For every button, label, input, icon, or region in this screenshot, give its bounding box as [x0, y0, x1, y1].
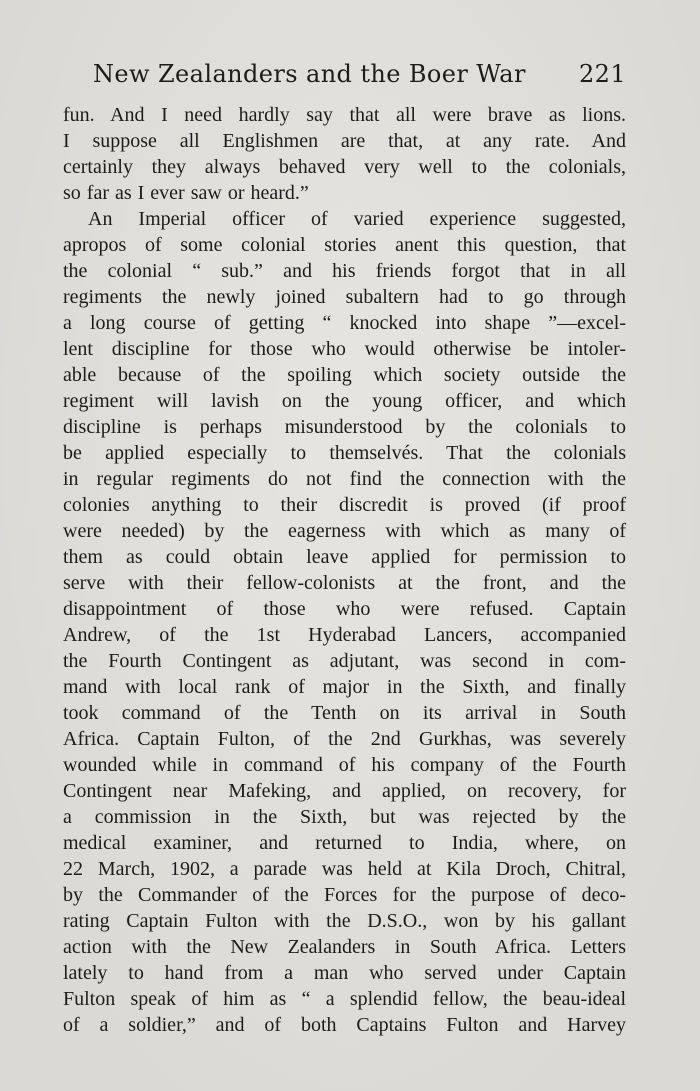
text-line: action with the New Zealanders in South Africa. Letters: [63, 936, 626, 958]
text-line: the colonial “ sub.” and his friends forgot that in all: [63, 260, 626, 282]
text-line: medical examiner, and returned to India, where, on: [63, 832, 626, 854]
text-line: lately to hand from a man who served under Captain: [63, 962, 626, 984]
text-line: I suppose all Englishmen are that, at any rate. And: [63, 130, 626, 152]
text-line: mand with local rank of major in the Sixth, and finally: [63, 676, 626, 698]
text-line: regiments the newly joined subaltern had to go through: [63, 286, 626, 308]
text-line: disappointment of those who were refused. Captain: [63, 598, 626, 620]
text-line: certainly they always behaved very well to the colonials,: [63, 156, 626, 178]
text-line: colonies anything to their discredit is proved (if proof: [63, 494, 626, 516]
text-line: them as could obtain leave applied for permission to: [63, 546, 626, 568]
text-line: so far as I ever saw or heard.”: [63, 182, 309, 204]
text-line: the Fourth Contingent as adjutant, was second in com-: [63, 650, 626, 672]
text-line: in regular regiments do not find the connection with the: [63, 468, 626, 490]
running-title: New Zealanders and the Boer War: [93, 60, 526, 88]
text-line: of a soldier,” and of both Captains Fulton and Harvey: [63, 1014, 626, 1036]
text-line: serve with their fellow-colonists at the front, and the: [63, 572, 626, 594]
text-line: Fulton speak of him as “ a splendid fellow, the beau-ideal: [63, 988, 626, 1010]
text-line: Andrew, of the 1st Hyderabad Lancers, accompanied: [63, 624, 626, 646]
text-line: wounded while in command of his company of the Fourth: [63, 754, 626, 776]
text-line: a commission in the Sixth, but was rejected by the: [63, 806, 626, 828]
text-line: able because of the spoiling which society outside the: [63, 364, 626, 386]
text-line: a long course of getting “ knocked into shape ”—excel-: [63, 312, 626, 334]
text-line: discipline is perhaps misunderstood by the colonials to: [63, 416, 626, 438]
page-number: 221: [578, 60, 626, 88]
text-line: were needed) by the eagerness with which as many of: [63, 520, 626, 542]
text-line: 22 March, 1902, a parade was held at Kila Droch, Chitral,: [63, 858, 626, 880]
text-line: be applied especially to themselvés. That the colonials: [63, 442, 626, 464]
text-line: lent discipline for those who would otherwise be intoler-: [63, 338, 626, 360]
text-line: apropos of some colonial stories anent this question, that: [63, 234, 626, 256]
text-line: Africa. Captain Fulton, of the 2nd Gurkhas, was severely: [63, 728, 626, 750]
running-head: [63, 56, 626, 92]
text-line: rating Captain Fulton with the D.S.O., won by his gallant: [63, 910, 626, 932]
text-line: regiment will lavish on the young officer, and which: [63, 390, 626, 412]
text-line: fun. And I need hardly say that all were brave as lions.: [63, 104, 626, 126]
text-line: by the Commander of the Forces for the purpose of deco-: [63, 884, 626, 906]
paragraph-start-line: An Imperial officer of varied experience suggested,: [88, 208, 626, 230]
text-line: Contingent near Mafeking, and applied, on recovery, for: [63, 780, 626, 802]
body-text: [63, 102, 626, 1038]
text-line: took command of the Tenth on its arrival in South: [63, 702, 626, 724]
